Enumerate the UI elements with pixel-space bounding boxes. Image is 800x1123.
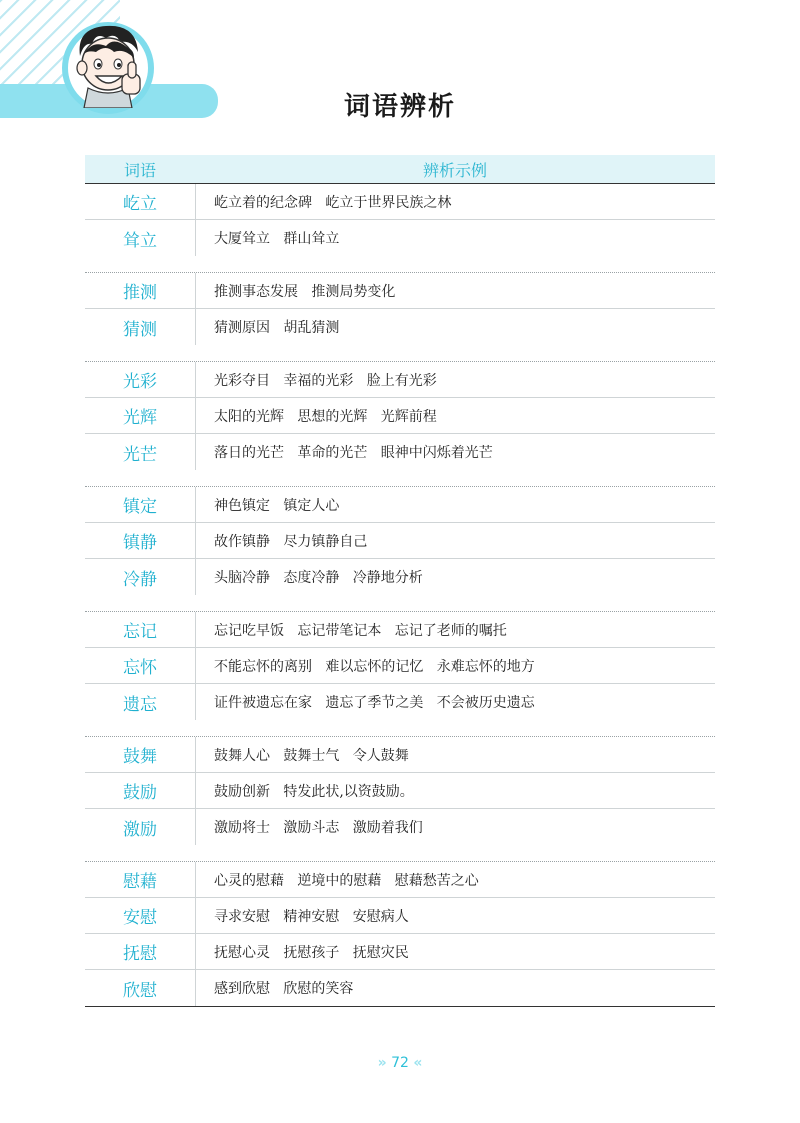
word-cell: 慰藉 [123,872,157,892]
table-row [85,648,715,684]
example-cell: 故作镇静 尽力镇静自己 [195,523,715,558]
group-divider [85,720,715,737]
word-cell: 光芒 [123,444,157,465]
word-cell: 安慰 [123,908,157,928]
example-cell: 忘记吃早饭 忘记带笔记本 忘记了老师的嘱托 [195,612,715,647]
page-number [0,1055,800,1071]
word-cell: 遗忘 [123,694,157,715]
table-row [85,273,715,309]
word-cell: 光辉 [123,408,157,428]
table-row [85,487,715,523]
header-example: 辨析示例 [422,160,487,180]
table-row [85,362,715,398]
table-row [85,898,715,934]
example-cell: 鼓励创新 特发此状,以资鼓励。 [195,773,715,808]
header-word: 词语 [123,160,156,180]
double-chevron-left-icon: « [413,1055,423,1071]
example-cell: 太阳的光辉 思想的光辉 光辉前程 [195,398,715,433]
table-row [85,398,715,434]
double-chevron-right-icon: » [377,1055,387,1071]
example-cell: 激励将士 激励斗志 激励着我们 [195,809,715,845]
group-divider [85,470,715,487]
word-cell: 光彩 [123,372,157,392]
example-cell: 推测事态发展 推测局势变化 [195,273,715,308]
word-cell: 镇静 [123,533,157,553]
word-cell: 忘记 [123,622,157,642]
word-cell: 猜测 [123,319,157,340]
table-header [85,155,715,184]
word-cell: 屹立 [123,194,157,214]
example-cell: 证件被遗忘在家 遗忘了季节之美 不会被历史遗忘 [195,684,715,720]
table-row [85,773,715,809]
example-cell: 不能忘怀的离别 难以忘怀的记忆 永难忘怀的地方 [195,648,715,683]
group-divider [85,256,715,273]
table-row [85,612,715,648]
word-cell: 抚慰 [123,944,157,964]
table-row [85,809,715,845]
group-divider [85,595,715,612]
example-cell: 落日的光芒 革命的光芒 眼神中闪烁着光芒 [195,434,715,470]
example-cell: 抚慰心灵 抚慰孩子 抚慰灾民 [195,934,715,969]
example-cell: 光彩夺目 幸福的光彩 脸上有光彩 [195,362,715,397]
example-cell: 屹立着的纪念碑 屹立于世界民族之林 [195,184,715,219]
example-cell: 心灵的慰藉 逆境中的慰藉 慰藉愁苦之心 [195,862,715,897]
example-cell: 鼓舞人心 鼓舞士气 令人鼓舞 [195,737,715,772]
example-cell: 头脑冷静 态度冷静 冷静地分析 [195,559,715,595]
table-row [85,559,715,595]
table-row [85,434,715,470]
word-cell: 忘怀 [123,658,157,678]
word-cell: 冷静 [123,569,157,590]
group-divider [85,345,715,362]
word-cell: 欣慰 [123,980,157,1001]
table-row [85,970,715,1006]
table-row [85,684,715,720]
word-cell: 耸立 [123,230,157,251]
word-cell: 鼓励 [123,783,157,803]
table-row [85,934,715,970]
example-cell: 感到欣慰 欣慰的笑容 [195,970,715,1006]
table-row [85,220,715,256]
page-title: 词语辨析 [343,92,456,122]
table-row [85,184,715,220]
table-bottom-rule [85,1006,715,1007]
table-row [85,309,715,345]
word-cell: 激励 [123,819,157,840]
example-cell: 寻求安慰 精神安慰 安慰病人 [195,898,715,933]
group-divider [85,845,715,862]
word-cell: 推测 [123,283,157,303]
example-cell: 猜测原因 胡乱猜测 [195,309,715,345]
table-row [85,862,715,898]
example-cell: 大厦耸立 群山耸立 [195,220,715,256]
word-analysis-table [85,155,715,1007]
example-cell: 神色镇定 镇定人心 [195,487,715,522]
word-cell: 镇定 [123,497,157,517]
word-cell: 鼓舞 [123,747,157,767]
table-row [85,523,715,559]
table-row [85,737,715,773]
page-number-value: 72 [391,1055,409,1071]
